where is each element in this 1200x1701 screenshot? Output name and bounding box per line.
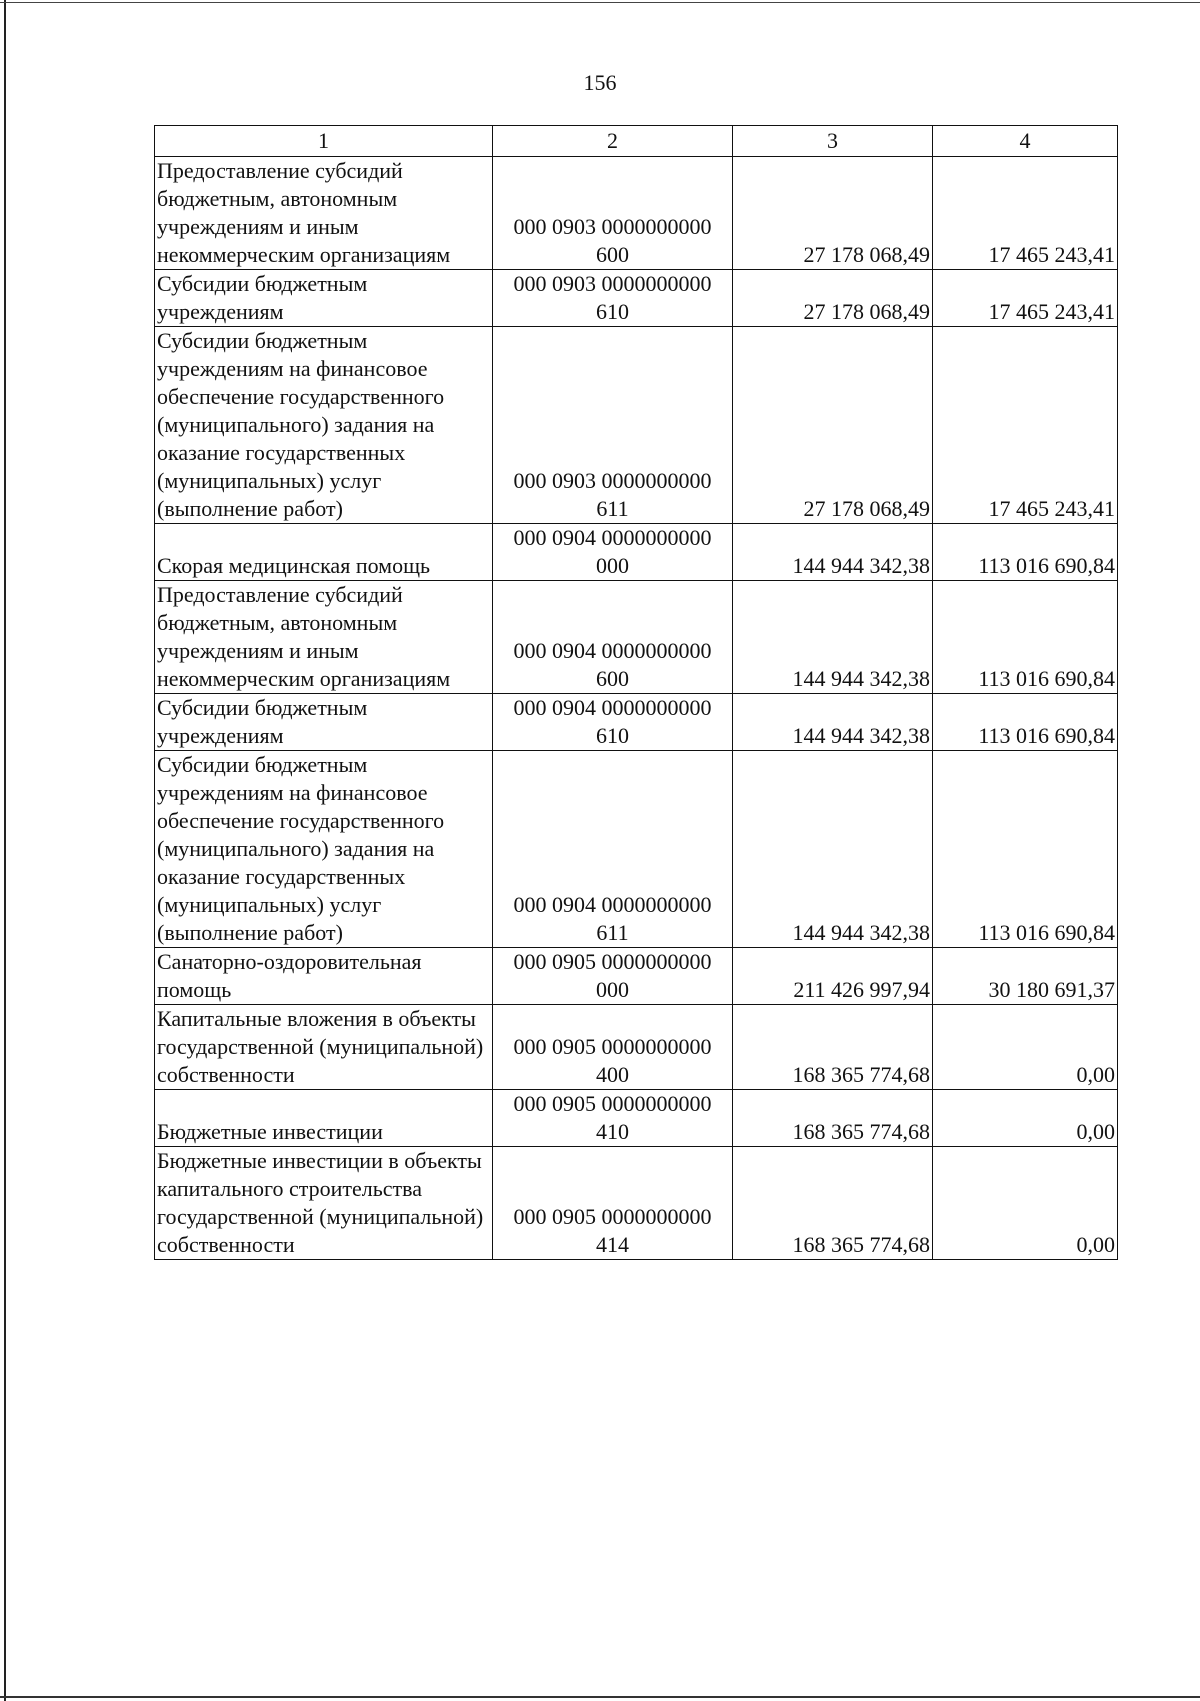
budget-table (154, 125, 1118, 1260)
column-header-3: 3 (733, 126, 933, 157)
budget-code-suffix: 610 (596, 723, 629, 748)
expense-name: Субсидии бюджетным учреждениям (155, 694, 493, 751)
amount-column-3: 144 944 342,38 (733, 751, 933, 948)
table-header (155, 126, 1118, 157)
budget-code-suffix: 414 (596, 1232, 629, 1257)
budget-code-main: 000 0903 0000000000 (513, 214, 712, 239)
budget-code-main: 000 0903 0000000000 (513, 271, 712, 296)
scan-edge-bottom (0, 1696, 1200, 1698)
page-number: 156 (583, 70, 617, 95)
budget-code-suffix: 600 (596, 666, 629, 691)
expense-name: Субсидии бюджетным учреждениям (155, 270, 493, 327)
table-row (155, 694, 1118, 751)
column-header-4: 4 (933, 126, 1118, 157)
scan-edge-left (4, 0, 6, 1701)
header-row (155, 126, 1118, 157)
scan-edge-top (0, 2, 1200, 3)
amount-column-3: 27 178 068,49 (733, 270, 933, 327)
budget-code (493, 1005, 733, 1090)
amount-column-4: 17 465 243,41 (933, 157, 1118, 270)
expense-name: Скорая медицинская помощь (155, 524, 493, 581)
expense-name: Предоставление субсидий бюджетным, автономным учреждениям и иным некоммерческим организациям (155, 157, 493, 270)
amount-column-3: 144 944 342,38 (733, 581, 933, 694)
budget-code (493, 581, 733, 694)
amount-column-3: 168 365 774,68 (733, 1090, 933, 1147)
budget-code-main: 000 0903 0000000000 (513, 468, 712, 493)
amount-column-3: 144 944 342,38 (733, 694, 933, 751)
amount-column-3: 211 426 997,94 (733, 948, 933, 1005)
budget-code (493, 948, 733, 1005)
expense-name: Санаторно-оздоровительная помощь (155, 948, 493, 1005)
table-row (155, 1147, 1118, 1260)
budget-code-suffix: 400 (596, 1062, 629, 1087)
amount-column-3: 168 365 774,68 (733, 1147, 933, 1260)
amount-column-4: 17 465 243,41 (933, 327, 1118, 524)
budget-code (493, 524, 733, 581)
amount-column-4: 17 465 243,41 (933, 270, 1118, 327)
amount-column-4: 0,00 (933, 1005, 1118, 1090)
amount-column-4: 113 016 690,84 (933, 751, 1118, 948)
budget-code-suffix: 611 (596, 496, 629, 521)
budget-code-suffix: 600 (596, 242, 629, 267)
amount-column-3: 27 178 068,49 (733, 157, 933, 270)
budget-code-suffix: 610 (596, 299, 629, 324)
budget-code (493, 327, 733, 524)
table-body (155, 157, 1118, 1260)
budget-code (493, 157, 733, 270)
expense-name: Предоставление субсидий бюджетным, автономным учреждениям и иным некоммерческим организациям (155, 581, 493, 694)
amount-column-4: 0,00 (933, 1147, 1118, 1260)
budget-code-suffix: 000 (596, 977, 629, 1002)
column-header-1: 1 (155, 126, 493, 157)
amount-column-4: 113 016 690,84 (933, 581, 1118, 694)
budget-code-main: 000 0905 0000000000 (513, 1034, 712, 1059)
table-row (155, 157, 1118, 270)
budget-code (493, 751, 733, 948)
budget-code-suffix: 611 (596, 920, 629, 945)
budget-code (493, 1090, 733, 1147)
budget-code-main: 000 0905 0000000000 (513, 1091, 712, 1116)
table-row (155, 1005, 1118, 1090)
amount-column-4: 0,00 (933, 1090, 1118, 1147)
expense-name: Капитальные вложения в объекты государственной (муниципальной) собственности (155, 1005, 493, 1090)
budget-code-main: 000 0904 0000000000 (513, 695, 712, 720)
budget-code-main: 000 0905 0000000000 (513, 949, 712, 974)
table-row (155, 524, 1118, 581)
amount-column-3: 27 178 068,49 (733, 327, 933, 524)
amount-column-4: 113 016 690,84 (933, 694, 1118, 751)
amount-column-3: 144 944 342,38 (733, 524, 933, 581)
budget-code-suffix: 410 (596, 1119, 629, 1144)
table-row (155, 581, 1118, 694)
column-header-2: 2 (493, 126, 733, 157)
expense-name: Бюджетные инвестиции (155, 1090, 493, 1147)
table-row (155, 270, 1118, 327)
amount-column-4: 30 180 691,37 (933, 948, 1118, 1005)
budget-code-main: 000 0904 0000000000 (513, 892, 712, 917)
expense-name: Бюджетные инвестиции в объекты капитального строительства государственной (муниципальной) собственности (155, 1147, 493, 1260)
budget-code (493, 1147, 733, 1260)
amount-column-4: 113 016 690,84 (933, 524, 1118, 581)
budget-code-suffix: 000 (596, 553, 629, 578)
table-row (155, 327, 1118, 524)
budget-code-main: 000 0904 0000000000 (513, 638, 712, 663)
budget-code-main: 000 0904 0000000000 (513, 525, 712, 550)
amount-column-3: 168 365 774,68 (733, 1005, 933, 1090)
budget-code-main: 000 0905 0000000000 (513, 1204, 712, 1229)
budget-code (493, 694, 733, 751)
budget-code (493, 270, 733, 327)
table-row (155, 1090, 1118, 1147)
expense-name: Субсидии бюджетным учреждениям на финансовое обеспечение государственного (муниципального) задания на оказание государственных (муниципальных) услуг (выполнение работ) (155, 327, 493, 524)
table-row (155, 948, 1118, 1005)
expense-name: Субсидии бюджетным учреждениям на финансовое обеспечение государственного (муниципального) задания на оказание государственных (муниципальных) услуг (выполнение работ) (155, 751, 493, 948)
table-row (155, 751, 1118, 948)
